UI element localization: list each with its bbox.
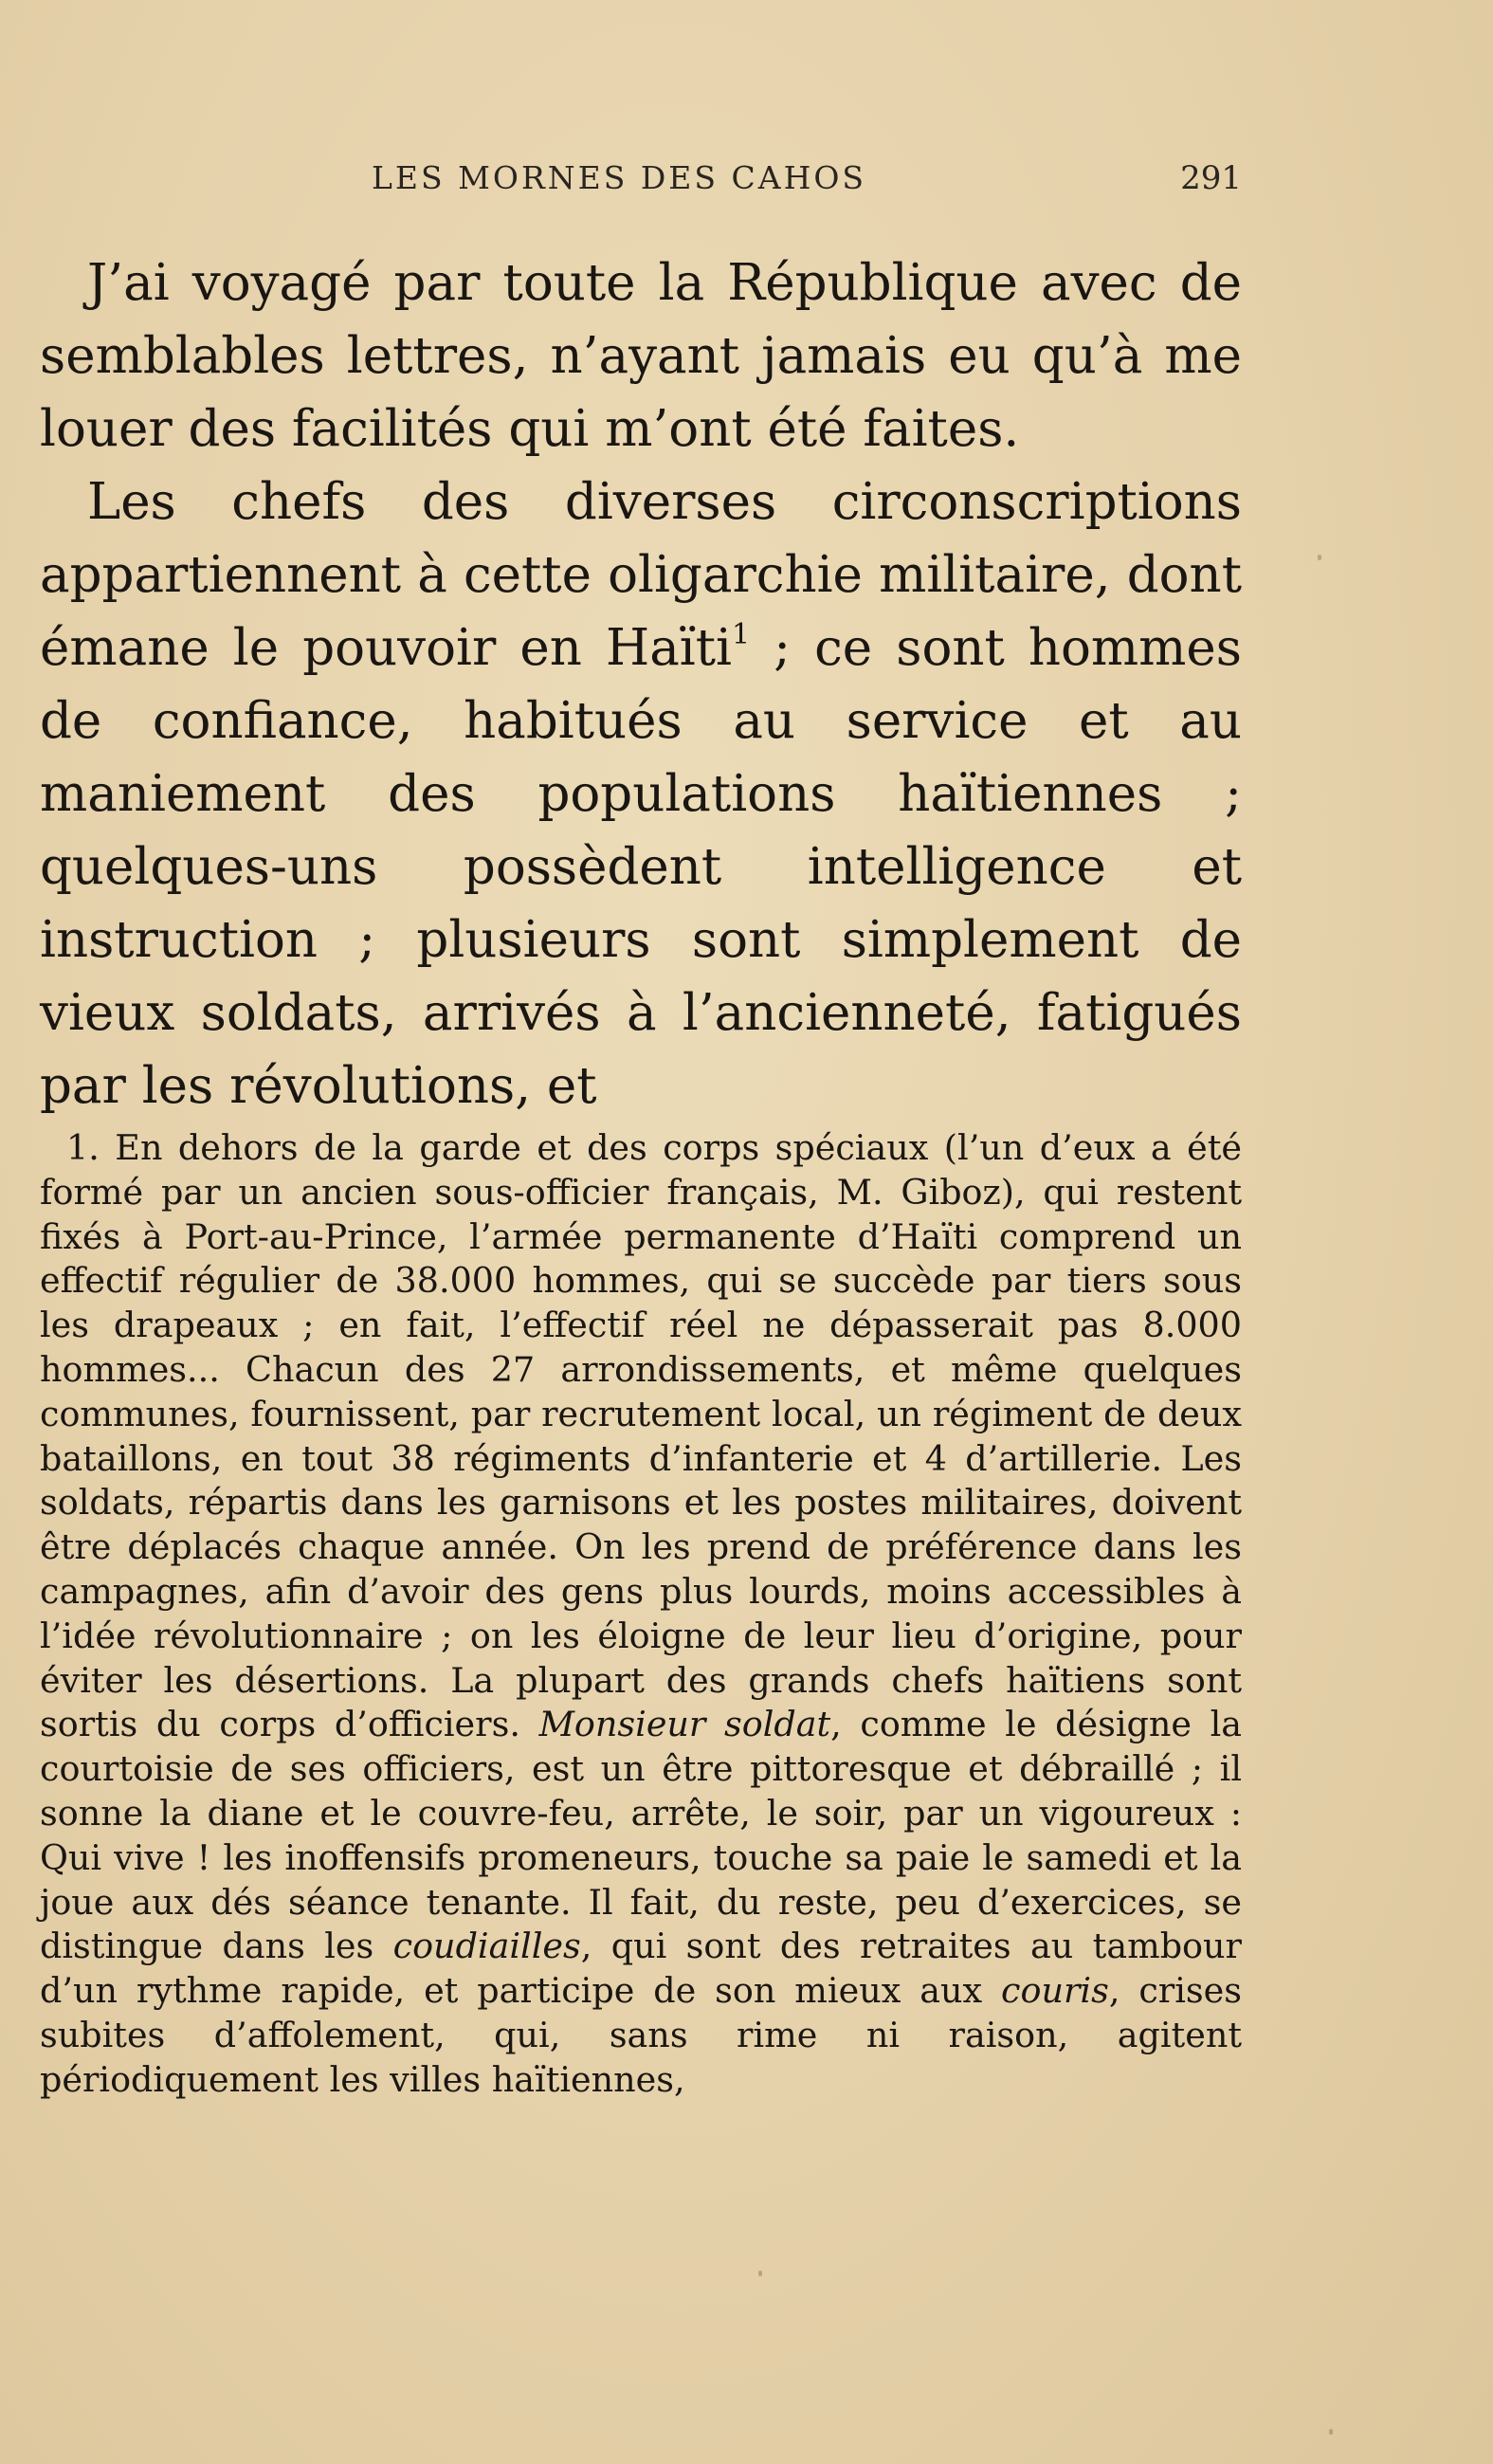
paragraph-2-text-a: Les chefs des diverses circonscriptions appartiennent à cette oligarchie militaire, dont émane le pouvoir en Haïti: [40, 473, 1242, 677]
paper-speck: [1329, 2429, 1333, 2435]
footnote-text-2: , comme le désigne la courtoisie de ses officiers, est un être pittoresque et débraillé ; il sonne la diane et le couvre-feu, arrête, le soir, par un vigoureux : Qui vive ! les inoffensifs promeneurs, touche sa paie le samedi et la joue aux dés séance tenante. Il fait, du reste, peu d’exercices, se distingue dans les: [40, 1704, 1243, 1967]
footnote-text-1: En dehors de la garde et des corps spéciaux (l’un d’eux a été formé par un ancien sous-officier français, M. Giboz), qui restent fixés à Port-au-Prince, l’armée permanente d’Haïti comprend un effectif régulier de 38.000 hommes, qui se succède par tiers sous les drapeaux ; en fait, l’effectif réel ne dépasserait pas 8.000 hommes... Chacun des 27 arrondissements, et même quelques communes, fournissent, par recrutement local, un régiment de deux bataillons, en tout 38 régiments d’infanterie et 4 d’artillerie. Les soldats, répartis dans les garnisons et les postes militaires, doivent être déplacés chaque année. On les prend de préférence dans les campagnes, afin d’avoir des gens plus lourds, moins accessibles à l’idée révolutionnaire ; on les éloigne de leur lieu d’origine, pour éviter les désertions. La plupart des grands chefs haïtiens sont sortis du corps d’officiers.: [40, 1127, 1242, 1745]
paragraph-2-text-b: ; ce sont hommes de confiance, habitués au service et au maniement des populations haïtiennes ; quelques-uns possèdent intelligence et instruction ; plusieurs sont simplement de vieux soldats, arrivés à l’ancienneté, fatigués par les révolutions, et: [40, 619, 1242, 1115]
footnote-text-3: , qui sont des retraites au tambour d’un rythme rapide, et participe de son mieux aux: [40, 1926, 1242, 2012]
page-number: 291: [1180, 159, 1242, 197]
footnote-italic-3: couris: [1001, 1970, 1109, 2012]
main-text: [40, 246, 1242, 1122]
footnote-text-4: , crises subites d’affolement, qui, sans rime ni raison, agitent périodiquement les villes haïtiennes,: [40, 1970, 1242, 2100]
footnote-reference: 1: [732, 618, 751, 651]
footnote-1: [40, 1126, 1242, 2103]
paper-speck: [758, 2271, 762, 2276]
footnotes: [40, 1126, 1242, 2103]
paper-speck: [1318, 555, 1321, 560]
running-title: LES MORNES DES CAHOS: [372, 159, 867, 196]
footnote-number: 1.: [66, 1127, 116, 1168]
footnote-italic-2: coudiailles: [392, 1926, 581, 1967]
footnote-italic-1: Monsieur soldat: [538, 1704, 831, 1745]
paragraph-2: [40, 465, 1242, 1122]
page-header: [40, 159, 1242, 197]
paragraph-1: J’ai voyagé par toute la République avec de semblables lettres, n’ayant jamais eu qu’à me louer des facilités qui m’ont été faites.: [40, 254, 1242, 458]
